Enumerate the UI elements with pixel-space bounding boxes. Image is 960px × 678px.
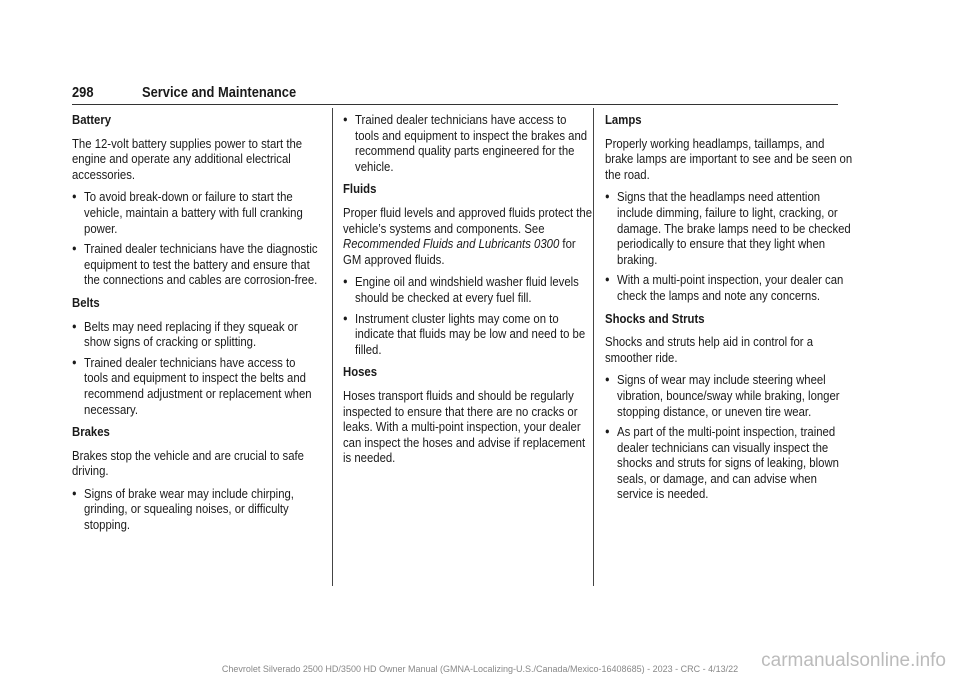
list-item: ● Trained dealer technicians have access to tools and equipment to inspect the brakes and recommend quality parts engineered for the vehicle. [343, 112, 592, 174]
lamps-text: Properly working headlamps, taillamps, and brake lamps are important to see and be seen on the road. [605, 135, 853, 182]
battery-heading: Battery [72, 112, 112, 127]
list-item: ● Instrument cluster lights may come on to indicate that fluids may be low and need to be filled. [343, 311, 592, 358]
belts-heading: Belts [72, 294, 100, 310]
list-item: ● Trained dealer technicians have access to tools and equipment to inspect the belts and recommend adjustment or replacement when necessary. [72, 355, 321, 417]
list-item: ● Trained dealer technicians have the diagnostic equipment to test the battery and ensure that the connections and cables are corrosion-free. [72, 241, 321, 288]
shocks-heading: Shocks and Struts [605, 310, 705, 326]
page-ref[interactable]: 0300 [534, 236, 560, 252]
fluids-text-after: for GM approved fluids. [343, 236, 576, 267]
fluids-text [343, 205, 592, 267]
column-1 [72, 108, 322, 540]
list-item: ● Belts may need replacing if they squeak or show signs of cracking or splitting. [72, 319, 321, 350]
battery-text: The 12-volt battery supplies power to start the engine and operate any additional electrical accessories. [72, 135, 303, 182]
shocks-bullets [605, 372, 854, 502]
recommended-fluids-link[interactable]: Recommended Fluids and Lubricants [343, 236, 531, 252]
section-title: Service and Maintenance [142, 84, 297, 101]
lamps-heading: Lamps [605, 112, 642, 127]
list-item: ● Signs that the headlamps need attention include dimming, failure to light, cracking, or damage. The brake lamps need to be checked periodically to ensure that they light when braking. [605, 189, 854, 267]
lamps-bullets [605, 189, 854, 303]
column-divider [332, 108, 333, 586]
document-footer: Chevrolet Silverado 2500 HD/3500 HD Owner Manual (GMNA-Localizing-U.S./Canada/Mexico-16408685) - 2023 - CRC - 4/13/22 [221, 664, 739, 674]
watermark: carmanualsonline.info [761, 650, 946, 671]
brakes-bullets [72, 486, 321, 533]
belts-bullets [72, 319, 321, 418]
brakes-text: Brakes stop the vehicle and are crucial to safe driving. [72, 447, 304, 479]
hoses-heading: Hoses [343, 364, 378, 380]
fluids-heading: Fluids [343, 181, 377, 197]
fluids-text-before: Proper fluid levels and approved fluids protect the vehicle’s systems and components. See [343, 204, 593, 236]
fluids-bullets [343, 274, 592, 357]
shocks-text: Shocks and struts help aid in control for a smoother ride. [605, 334, 814, 365]
brakes-continued-bullets [343, 112, 592, 174]
page-number: 298 [72, 84, 94, 101]
list-item: ● As part of the multi-point inspection, trained dealer technicians can visually inspect the shocks and struts for signs of leaking, blown seals, or damage, and can advise when service is needed. [605, 424, 854, 502]
list-item: ● To avoid break-down or failure to start the vehicle, maintain a battery with full cranking power. [72, 189, 321, 236]
column-2 [343, 108, 593, 473]
battery-bullets [72, 189, 321, 288]
list-item: ● With a multi-point inspection, your dealer can check the lamps and note any concerns. [605, 272, 854, 303]
list-item: ● Engine oil and windshield washer fluid levels should be checked at every fuel fill. [343, 274, 592, 305]
list-item: ● Signs of wear may include steering wheel vibration, bounce/sway while braking, longer stopping distance, or uneven tire wear. [605, 372, 854, 419]
list-item: ● Signs of brake wear may include chirping, grinding, or squealing noises, or difficulty stopping. [72, 486, 321, 533]
brakes-heading: Brakes [72, 424, 110, 440]
column-divider [593, 108, 594, 586]
hoses-text: Hoses transport fluids and should be regularly inspected to ensure that there are no cracks or leaks. With a multi-point inspection, your dealer can inspect the hoses and advise if replacement is needed. [343, 387, 586, 466]
page-header [72, 84, 838, 105]
column-3 [605, 108, 855, 509]
